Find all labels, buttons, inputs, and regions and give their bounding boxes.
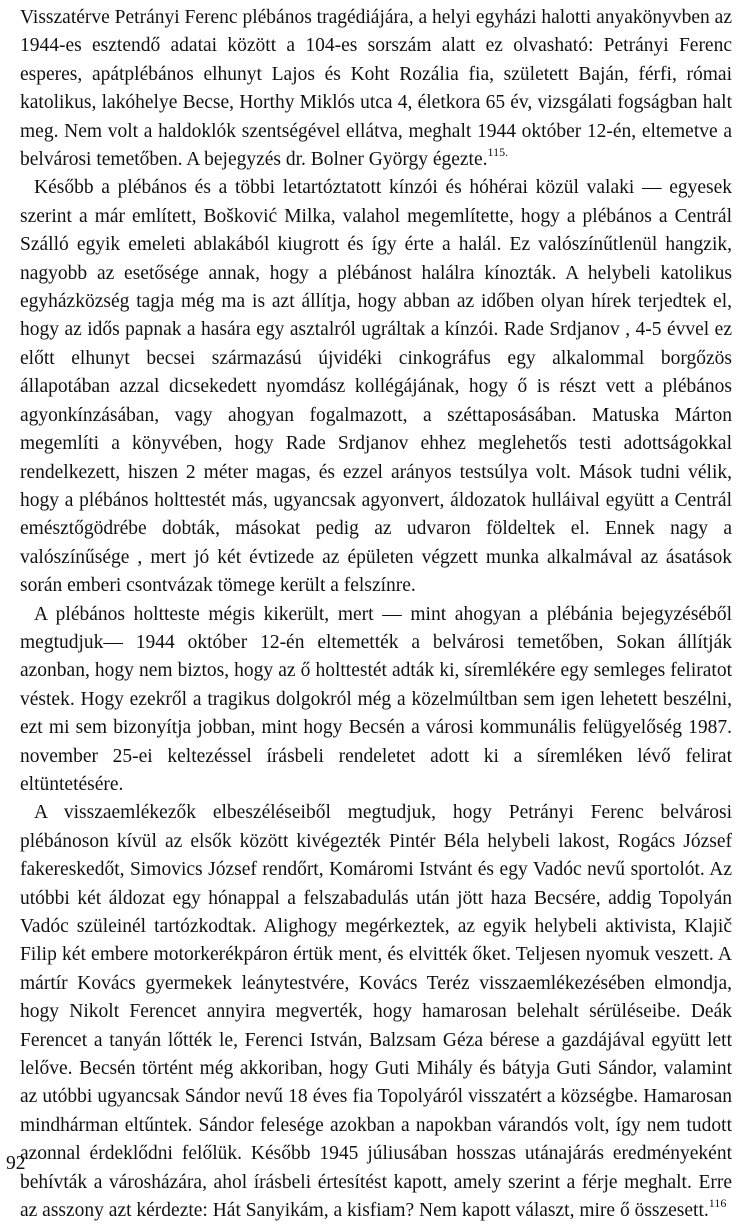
paragraph-burial <box>20 601 732 800</box>
paragraph-text: A plébános holtteste mégis kikerült, mert — mint ahogyan a plébánia bejegyzéséből megtudjuk— 1944 október 12-én eltemették a belvárosi temetőben, Sokan állítják azonban, hogy nem biztos, hogy az ő holttestét adták ki, síremlékére egy semleges feliratot véstek. Hogy ezekről a tragikus dolgokról még a közelmúltban sem igen lehetett beszélni, ezt mi sem bizonyítja jobban, mint hogy Becsén a városi kommunális felügyelőség 1987. november 25-ei keltezéssel írásbeli rendeletet adott ki a síremléken lévő felirat eltüntetésére. <box>20 603 732 795</box>
footnote-marker: 116 <box>708 1196 727 1211</box>
paragraph-text: Visszatérve Petrányi Ferenc plébános tragédiájára, a helyi egyházi halotti anyakönyvben az 1944-es esztendő adatai között a 104-es sorszám alatt ez olvasható: Petrányi Ferenc esperes, apátplébános elhunyt Lajos és Koht Rozália fia, született Baján, férfi, római katolikus, lakóhelye Becse, Horthy Miklós utca 4, életkora 65 év, vizsgálati fogságban halt meg. Nem volt a haldoklók szentségével ellátva, meghalt 1944 október 12-én, eltemetve a belvárosi temetőben. A bejegyzés dr. Bolner György égezte. <box>20 7 732 171</box>
footnote-marker: 115. <box>487 145 509 160</box>
paragraph-torture-accounts <box>20 174 732 600</box>
paragraph-text: Később a plébános és a többi letartóztatott kínzói és hóhérai közül valaki — egyesek szerint a már említett, Bošković Milka, valahol megemlítette, hogy a plébános a Centrál Szálló egyik emeleti ablakából kiugrott és így érte a halál. Ez valószínűtlenül hangzik, nagyobb az esetősége annak, hogy a plébánost halálra kínozták. A helybeli katolikus egyházközség tagja még ma is azt állítja, hogy abban az időben olyan hírek terjedtek el, hogy az idős papnak a hasára egy asztalról ugráltak a kínzói. Rade Srdjanov , 4-5 évvel ez előtt elhunyt becsei származású újvidéki cinkográfus egy alkalommal borgőzös állapotában azzal dicsekedett nyomdász kollégájának, hogy ő is részt vett a plébános agyonkínzásában, vagy ahogyan fogalmazott, a széttaposásában. Matuska Márton megemlíti a könyvében, hogy Rade Srdjanov ehhez meglehetős testi adottságokkal rendelkezett, hiszen 2 méter magas, és ezzel arányos testsúlya volt. Mások tudni vélik, hogy a plébános holttestét más, ugyancsak agyonvert, áldozatok hulláival együtt a Centrál emésztőgödrébe dobták, másokat pedig az udvaron földeltek el. Ennek nagy a valószínűsége , mert jó két évtizede az épületen végzett munka alkalmával az ásatások során emberi csontvázak tömege került a felszínre. <box>20 177 732 597</box>
paragraph-petranyi-registry <box>20 4 732 174</box>
body-text <box>20 4 732 1225</box>
paragraph-text: A visszaemlékezők elbeszéléseiből megtudjuk, hogy Petrányi Ferenc belvárosi plébánoson kívül az elsők között kivégezték Pintér Béla helybeli lakost, Rogács József fakereskedőt, Simovics József rendőrt, Komáromi Istvánt és egy Vadóc nevű sportolót. Az utóbbi két áldozat egy hónappal a felszabadulás után jött haza Becsére, addig Topolyán Vadóc szüleinél tartózkodtak. Alighogy megérkeztek, az egyik helybeli aktivista, Klajič Filip két embere motorkerékpáron értük ment, és elvitték őket. Teljesen nyomuk veszett. A mártír Kovács gyermekek leánytestvére, Kovács Teréz visszaemlékezésében elmondja, hogy Nikolt Ferencet annyira megverték, hogy hamarosan belehalt sérüléseibe. Deák Ferencet a tanyán lőtték le, Ferenci István, Balzsam Géza bérese a gazdájával együtt lett lelőve. Becsén történt még akkoriban, hogy Guti Mihály és bátyja Guti Sándor, valamint az utóbbi ugyancsak Sándor nevű 18 éves fia Topolyáról visszatért a községbe. Hamarosan mindhárman eltűntek. Sándor felesége azokban a napokban várandós volt, így nem tudott azonnal érdeklődni felőlük. Később 1945 júliusában hosszas utánajárás eredményeként behívták a városházára, ahol írásbeli értesítést kapott, amely szerint a férje meghalt. Erre az asszony azt kérdezte: Hát Sanyikám, a kisfiam? Nem kapott választ, mire ő összesett. <box>20 802 732 1222</box>
paragraph-other-victims <box>20 799 732 1225</box>
page-number: 92 <box>6 1153 26 1174</box>
